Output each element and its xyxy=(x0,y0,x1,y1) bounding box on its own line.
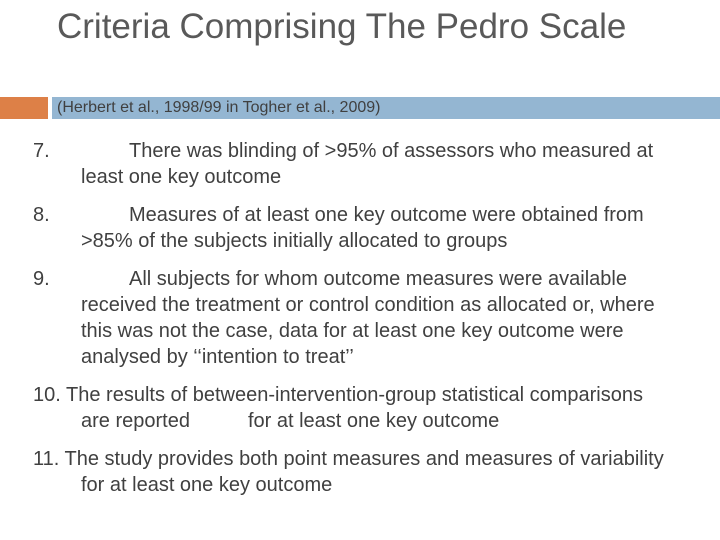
item-text: All subjects for whom outcome measures were available received the treatment or control condition as allocated or, where this was not the case, data for at least one key outcome were analysed by ‘‘intention to treat’’ xyxy=(81,268,655,368)
item-text: There was blinding of >95% of assessors who measured at least one key outcome xyxy=(81,140,654,188)
item-number: 10. xyxy=(33,384,61,406)
item-number: 9. xyxy=(33,268,50,290)
list-item xyxy=(33,382,677,434)
item-text: The study provides both point measures and measures of variability for at least one key outcome xyxy=(64,448,664,496)
item-number: 7. xyxy=(33,140,50,162)
item-number: 11. xyxy=(33,448,60,470)
item-number: 8. xyxy=(33,204,50,226)
list-item xyxy=(33,266,677,370)
slide-title: Criteria Comprising The Pedro Scale xyxy=(57,7,627,46)
list-item xyxy=(33,202,677,254)
accent-bar-left xyxy=(0,97,48,119)
list-item xyxy=(33,138,677,190)
list-item xyxy=(33,446,677,498)
item-text-continued: for at least one key outcome xyxy=(247,410,500,432)
item-text: The results of between-intervention-group statistical comparisons are reported xyxy=(66,384,643,432)
item-text: Measures of at least one key outcome were obtained from >85% of the subjects initially allocated to groups xyxy=(81,204,644,252)
criteria-list xyxy=(33,138,677,510)
citation-subtitle: (Herbert et al., 1998/99 in Togher et al., 2009) xyxy=(57,99,381,116)
